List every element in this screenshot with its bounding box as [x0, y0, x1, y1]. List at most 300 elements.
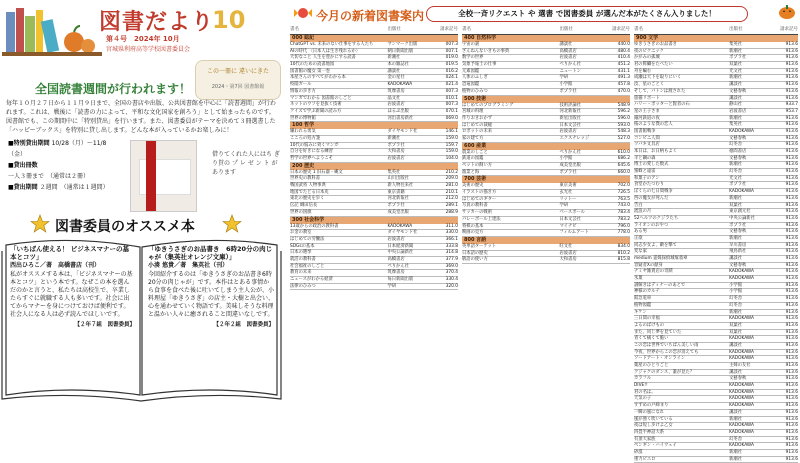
- book-publisher: 双葉社: [729, 322, 742, 328]
- book-publisher: 旺文社: [559, 243, 573, 249]
- call-number: 726.5: [617, 190, 630, 196]
- call-number: 913.6: [785, 162, 798, 168]
- call-number: 815.8: [617, 257, 630, 263]
- book-publisher: 講談社: [729, 95, 742, 101]
- call-number: 019.0: [445, 55, 458, 61]
- book-publisher: 東京美術: [559, 183, 577, 189]
- book-title: 君の膵臓をたべたい: [634, 62, 673, 68]
- book-title: 敬語の使い方: [462, 257, 488, 263]
- school-name: 宮城県利府高等学校図書委員会: [106, 46, 191, 53]
- book-title: SDGsの基本: [290, 243, 315, 249]
- call-number: 007.3: [445, 88, 458, 94]
- call-number: 783.4: [617, 210, 630, 216]
- call-number: 913.6: [785, 296, 798, 302]
- book-title: ぼくらの七日間戦争: [634, 189, 673, 195]
- book-publisher: 岩波書店: [387, 102, 405, 108]
- book-title: 宮城の料理: [462, 109, 484, 115]
- book-row: [462, 257, 630, 264]
- book-row: [634, 209, 798, 216]
- book-title: 映画の見方: [462, 230, 484, 236]
- book-title: 教育の未来: [290, 270, 312, 276]
- book-publisher: KADOKAWA: [729, 389, 754, 395]
- book-publisher: 小学館: [559, 156, 573, 162]
- book-title: クジャクのダンス、誰が見た？: [634, 369, 695, 375]
- book-row: [634, 363, 798, 370]
- book-publisher: ぺりかん社: [559, 62, 581, 68]
- column-header-cell: 請求記号: [439, 27, 458, 32]
- book-publisher: KADOKAWA: [729, 443, 754, 449]
- book-row: [634, 82, 798, 89]
- book-row: [290, 183, 458, 190]
- call-number: 010.1: [445, 95, 458, 101]
- lending-count: ■貸出冊数 一人３冊まで （通常は２冊）: [8, 162, 90, 180]
- call-number: 913.6: [785, 409, 798, 415]
- book-title: ナミヤ雑貨店の奇蹟: [634, 269, 673, 275]
- book-publisher: 新星出版社: [559, 115, 581, 121]
- book-publisher: ポプラ社: [559, 88, 577, 94]
- lending-period: ■特別貸出期間 10/28（月）～11/8（金）: [8, 140, 107, 158]
- book-title: 汝、星のごとく: [634, 82, 665, 88]
- book-row: [290, 284, 458, 291]
- book-publisher: 河出書房新社: [387, 115, 414, 121]
- book-publisher: 集英社: [387, 169, 401, 175]
- book-row: [634, 390, 798, 397]
- book-row: [290, 230, 458, 237]
- star-icon: [222, 214, 242, 234]
- section-header: 600 産業: [462, 143, 630, 150]
- call-number: 913.6: [785, 276, 798, 282]
- reading-week-heading: 全国読書週間が行われます！: [35, 82, 192, 96]
- book-title: 博士の愛した数式: [634, 162, 669, 168]
- committee-heading: 図書委員のオススメ本: [55, 219, 195, 235]
- column-header-cell: 書名: [462, 27, 471, 32]
- book-publisher: マイナビ: [559, 223, 577, 229]
- book-row: [634, 249, 798, 256]
- call-number: 953.7: [785, 108, 798, 114]
- book-publisher: ポプラ社: [729, 55, 747, 61]
- book-publisher: 講談社: [729, 82, 742, 88]
- book-title: 家の建て方: [462, 135, 484, 141]
- call-number: 645.6: [617, 163, 630, 168]
- book-title: 将棋の基本: [462, 223, 484, 229]
- book-row: [290, 203, 458, 210]
- recommendation-2: [148, 245, 274, 329]
- book-title: 本日は、お日柄もよく: [634, 149, 677, 154]
- book-title: 自分を好きになる練習: [290, 149, 333, 155]
- book-publisher: KADOKAWA: [729, 316, 754, 322]
- book-title: こころの処方箋: [290, 135, 321, 141]
- book-row: [634, 109, 798, 116]
- call-number: 913.6: [785, 416, 798, 422]
- book-row: [634, 276, 798, 283]
- book-row: [634, 216, 798, 223]
- book-publisher: 飛鳥新社: [729, 249, 747, 255]
- book-title: 人体のふしぎ: [462, 75, 488, 81]
- book-publisher: 岩波書店: [559, 250, 577, 256]
- call-number: 913.6: [785, 128, 798, 134]
- book-row: [290, 224, 458, 231]
- book-title: 食堂かたつむり: [634, 182, 665, 188]
- book-row: [290, 62, 458, 69]
- call-number: 320.0: [445, 283, 458, 289]
- book-publisher: 双葉社: [729, 62, 742, 68]
- book-publisher: KADOKAWA: [387, 82, 413, 88]
- book-row: [634, 403, 798, 410]
- gift-note: 借りてくれた人にはち ぎ り貰の プ レ ゼ ン ト があります: [212, 151, 280, 176]
- book-publisher: 新潮社: [387, 55, 401, 61]
- book-title: 戦国武将 人物事典: [290, 183, 326, 189]
- book-row: [634, 343, 798, 350]
- call-number: 104.0: [445, 156, 458, 161]
- book-title: 地図でたどる日本史: [290, 189, 329, 195]
- book-row: [634, 196, 798, 203]
- lending-info: [8, 138, 118, 193]
- book-publisher: 大和書房: [387, 149, 405, 155]
- section-header: 000 総記: [290, 35, 458, 42]
- call-number: 913.6: [785, 389, 798, 395]
- call-number: 913.6: [785, 182, 798, 188]
- call-number: 834.0: [617, 243, 630, 249]
- book-publisher: 新潮社: [729, 75, 742, 81]
- book-row: [462, 103, 630, 110]
- book-publisher: 高橋書店: [387, 256, 405, 262]
- book-title: AIの時代 〈日本人は生き残れるか〉: [290, 48, 361, 54]
- book-publisher: 文藝春秋: [729, 376, 747, 382]
- book-publisher: 小学館: [559, 82, 573, 88]
- book-publisher: 岩波書店: [387, 236, 405, 242]
- book-title: 星の王子さま: [634, 108, 660, 114]
- month-badge: 10: [212, 6, 246, 34]
- call-number: 410.4: [617, 55, 630, 61]
- call-number: 457.8: [617, 82, 630, 88]
- book-publisher: 中央公論新社: [387, 250, 414, 256]
- book-row: [462, 224, 630, 231]
- book-row: [290, 156, 458, 163]
- newsletter-left: [0, 0, 283, 402]
- column-header-cell: 出版社: [559, 27, 573, 32]
- call-number: 610.0: [617, 149, 630, 155]
- book-publisher: 幻冬舎: [729, 169, 742, 175]
- column-header: [462, 26, 630, 35]
- book-title: 恐竜図鑑: [462, 82, 480, 88]
- book-publisher: ポプラ社: [729, 182, 747, 188]
- book-title: 風が強く吹いている: [634, 416, 673, 422]
- book-row: [290, 129, 458, 136]
- book-row: [462, 109, 630, 116]
- book-title: 10代の悩みに効くマンガ: [290, 142, 339, 148]
- book-title: よるのばけもの: [634, 322, 665, 328]
- book-publisher: 集英社: [729, 42, 742, 47]
- star-icon: [30, 214, 50, 234]
- call-number: 913.6: [785, 322, 798, 328]
- book-title: はじめての裁縫: [462, 122, 493, 128]
- book-title: 天気の子: [634, 396, 652, 402]
- call-number: 913.6: [785, 135, 798, 141]
- call-number: 913.6: [785, 289, 798, 295]
- book-row: [462, 129, 630, 136]
- book-publisher: 講談社: [729, 409, 742, 415]
- book-row: [634, 223, 798, 230]
- candy-icon: [294, 6, 312, 20]
- call-number: 913.6: [785, 235, 798, 241]
- book-title: 法律のひみつ: [290, 283, 316, 289]
- call-number: 913.6: [785, 449, 798, 455]
- call-number: 913.6: [785, 383, 798, 389]
- book-publisher: 東京書籍: [387, 189, 405, 195]
- book-title: ある男: [634, 229, 647, 235]
- book-title: 青くて痛くて脆い: [634, 336, 669, 342]
- book-publisher: 岩波書店: [559, 129, 577, 135]
- book-title: 銀河鉄道の夜: [634, 115, 660, 121]
- column-header-cell: 書名: [290, 27, 299, 32]
- pumpkin-icon: [778, 4, 796, 20]
- book-row: [634, 450, 798, 457]
- book-row: [290, 244, 458, 251]
- book-recommend-box: [195, 60, 281, 100]
- book-title: ネットのウソを見抜く技術: [290, 102, 342, 108]
- book-publisher: 新潮社: [729, 309, 742, 315]
- rec2-meta: 小湊 悠貴／著 集英社（刊）: [148, 262, 229, 269]
- book-title: 一瞬の風になれ: [634, 409, 665, 415]
- book-publisher: 学研: [559, 75, 569, 81]
- call-number: 913.6: [785, 403, 798, 409]
- book-row: [462, 150, 630, 157]
- book-title: 社会福祉のしごと: [290, 263, 325, 269]
- book-publisher: 大和書房: [559, 257, 577, 263]
- book-title: 流浪の月: [634, 209, 652, 215]
- call-number: 212.0: [445, 196, 458, 202]
- book-title: かがみの孤城: [634, 55, 660, 61]
- call-number: 913.6: [785, 269, 798, 275]
- call-number: 913.6: [785, 423, 798, 429]
- book-title: はじめてのギター: [462, 196, 497, 202]
- book-publisher: 双葉社: [729, 202, 742, 208]
- book-publisher: サンマーク出版: [387, 42, 418, 47]
- call-number: 913.6: [785, 189, 798, 195]
- arrivals-column-1: [290, 26, 458, 402]
- call-number: 330.4: [445, 277, 458, 282]
- call-number: 314.8: [445, 250, 458, 256]
- book-publisher: KADOKAWA: [729, 349, 754, 355]
- rec1-caption: 【２年７組 図書委員】: [74, 322, 135, 328]
- call-number: 913.6: [785, 149, 798, 154]
- call-number: 913.6: [785, 342, 798, 348]
- call-number: 913.6: [785, 62, 798, 68]
- book-row: [462, 156, 630, 163]
- book-publisher: 文藝春秋: [729, 135, 747, 141]
- book-publisher: リットー: [559, 196, 577, 202]
- book-publisher: KADOKAWA: [729, 128, 754, 134]
- call-number: 913.6: [785, 209, 798, 215]
- book-row: [290, 42, 458, 49]
- section-header: 200 歴史: [290, 163, 458, 170]
- book-publisher: エクスナレッジ: [559, 135, 590, 141]
- book-publisher: 新人物往来社: [387, 183, 414, 189]
- call-number: 159.7: [445, 142, 458, 148]
- call-number: 913.6: [785, 443, 798, 449]
- book-publisher: 小学館: [729, 289, 742, 295]
- book-title: 謎解きはディナーのあとで: [634, 282, 686, 288]
- call-number: 913.6: [785, 142, 798, 148]
- book-publisher: ベースボール: [559, 210, 585, 216]
- book-title: イラストの描き方: [462, 190, 497, 196]
- book-title: 西の魔女が死んだ: [634, 195, 669, 201]
- book-row: [462, 49, 630, 56]
- call-number: 913.6: [785, 169, 798, 175]
- call-number: 451.2: [617, 62, 630, 68]
- call-number: 007.3: [445, 42, 458, 47]
- book-title: 哲学の世界へようこそ: [290, 156, 333, 161]
- book-publisher: 日本文芸社: [559, 122, 581, 128]
- call-number: 913.6: [785, 369, 798, 375]
- book-title: 写真の教科書: [462, 203, 488, 209]
- book-row: [462, 75, 630, 82]
- book-publisher: 東京創元社: [729, 209, 751, 215]
- section-header: 900 文学: [634, 35, 798, 42]
- call-number: 016.2: [445, 68, 458, 74]
- book-title: 植物図鑑: [634, 302, 652, 308]
- call-number: 913.6: [785, 229, 798, 235]
- call-number: 913.6: [785, 336, 798, 342]
- call-number: 913.6: [785, 202, 798, 208]
- book-title: ロボットの未来: [462, 129, 493, 135]
- book-row: [634, 296, 798, 303]
- bookshelf-illustration: [2, 2, 102, 58]
- book-title: 植物のひみつ: [462, 88, 488, 94]
- call-number: 281.0: [445, 183, 458, 189]
- book-title: ざんねんないきもの事典: [462, 48, 510, 54]
- call-number: 743.0: [617, 203, 630, 209]
- book-title: 農業のしごと: [462, 149, 488, 155]
- book-publisher: ぺりかん社: [559, 149, 581, 155]
- book-publisher: フィルムアート: [559, 230, 589, 236]
- book-title: この恋は世界でいちばん美しい雨: [634, 342, 699, 348]
- book-title: また、同じ夢を見ていた: [634, 329, 682, 335]
- book-row: [634, 102, 798, 109]
- book-publisher: 成美堂出版: [387, 209, 409, 215]
- book-row: [634, 356, 798, 363]
- book-title: バレーボール上達法: [462, 216, 501, 222]
- book-title: 元素図鑑: [462, 68, 480, 74]
- section-header: 500 技術: [462, 96, 630, 103]
- book-publisher: 新潮社: [729, 235, 742, 241]
- call-number: 913.6: [785, 195, 798, 201]
- book-title: サッカーの戦術: [462, 210, 492, 216]
- book-row: [462, 217, 630, 224]
- book-title: 阪急電車: [634, 296, 652, 302]
- call-number: 686.2: [617, 156, 630, 162]
- book-publisher: 本の雑誌社: [387, 62, 409, 68]
- call-number: 913.6: [785, 349, 798, 355]
- book-title: すずめの戸締まり: [634, 403, 669, 409]
- book-title: ソードアート・オンライン: [634, 356, 686, 362]
- call-number: 778.0: [617, 230, 630, 236]
- book-row: [462, 62, 630, 69]
- book-title: 図書館戦争: [634, 128, 656, 134]
- call-number: 159.0: [445, 149, 458, 155]
- book-publisher: KADOKAWA: [729, 396, 754, 402]
- book-publisher: ポプラ社: [387, 203, 405, 209]
- book-row: [634, 376, 798, 383]
- call-number: 377.9: [445, 256, 458, 262]
- call-number: 913.6: [785, 222, 798, 228]
- call-number: 763.5: [617, 196, 630, 202]
- call-number: 913.6: [785, 256, 798, 261]
- book-publisher: KADOKAWA: [729, 336, 754, 342]
- call-number: 913.6: [785, 48, 798, 54]
- book-publisher: 講談社: [729, 342, 742, 348]
- call-number: 913.6: [785, 456, 798, 462]
- book-title: 本屋さんのすべてがわかる本: [290, 75, 346, 81]
- section-header: 300 社会科学: [290, 217, 458, 224]
- book-title: 情報の歩き方: [290, 88, 316, 94]
- call-number: 311.0: [445, 223, 458, 229]
- book-row: [462, 230, 630, 237]
- book-row: [462, 89, 630, 96]
- new-arrivals-banner: 全校一斉リクエスト や 選書 で図書委員 が選んだ本がたくさん入りました！: [426, 6, 748, 22]
- book-publisher: KADOKAWA: [729, 403, 754, 409]
- book-row: [290, 149, 458, 156]
- book-publisher: KADOKAWA: [729, 269, 754, 275]
- book-title: 旅猫リポート: [634, 95, 660, 101]
- book-row: [462, 244, 630, 251]
- book-title: ChatGPT vs. 未来のない仕事をする人たち: [290, 42, 374, 47]
- book-publisher: 光文社: [729, 175, 742, 181]
- book-title: コンビニ人間: [634, 135, 660, 141]
- call-number: 913.6: [785, 242, 798, 248]
- book-row: [462, 170, 630, 177]
- call-number: 021.4: [445, 82, 458, 88]
- book-title: 三日間の幸福: [634, 316, 660, 322]
- book-row: [634, 129, 798, 136]
- book-publisher: 幻冬舎: [729, 302, 742, 308]
- column-header-cell: 出版社: [387, 27, 401, 32]
- book-title: 舟を編む: [634, 68, 652, 74]
- book-publisher: 幻冬舎: [729, 436, 742, 442]
- book-title: 容疑者Xの献身: [634, 262, 663, 268]
- book-publisher: ダイヤモンド社: [387, 129, 418, 135]
- call-number: 024.1: [445, 75, 458, 81]
- section-header: 800 言語: [462, 237, 630, 244]
- call-number: 913.6: [785, 155, 798, 161]
- call-number: 007.1: [445, 48, 458, 54]
- section-header: 100 哲学: [290, 122, 458, 129]
- book-publisher: 新潮社: [729, 449, 742, 455]
- book-row: [634, 169, 798, 176]
- book-title: ライオンのおやつ: [634, 222, 669, 228]
- call-number: 913.6: [785, 82, 798, 88]
- book-publisher: KADOKAWA: [729, 383, 754, 389]
- book-title: DIVE!!: [634, 383, 648, 389]
- book-publisher: ぺりかん社: [387, 263, 409, 269]
- book-row: [634, 256, 798, 263]
- book-publisher: 文藝春秋: [729, 88, 747, 94]
- gift-photo: [130, 140, 197, 212]
- call-number: 007.3: [445, 102, 458, 108]
- column-header-cell: 出版社: [729, 27, 743, 32]
- book-title: 夜は短し歩けよ乙女: [634, 423, 673, 429]
- book-row: [290, 250, 458, 257]
- book-row: [634, 423, 798, 430]
- call-number: 369.0: [445, 263, 458, 269]
- book-title: 鉄道の図鑑: [462, 156, 484, 162]
- book-title: 桜のような僕の恋人: [634, 122, 673, 128]
- book-row: [634, 336, 798, 343]
- book-title: 英単語ターゲット: [462, 243, 497, 249]
- book-title: 漁業と海: [462, 169, 480, 175]
- book-row: [462, 116, 630, 123]
- call-number: 470.0: [617, 88, 630, 94]
